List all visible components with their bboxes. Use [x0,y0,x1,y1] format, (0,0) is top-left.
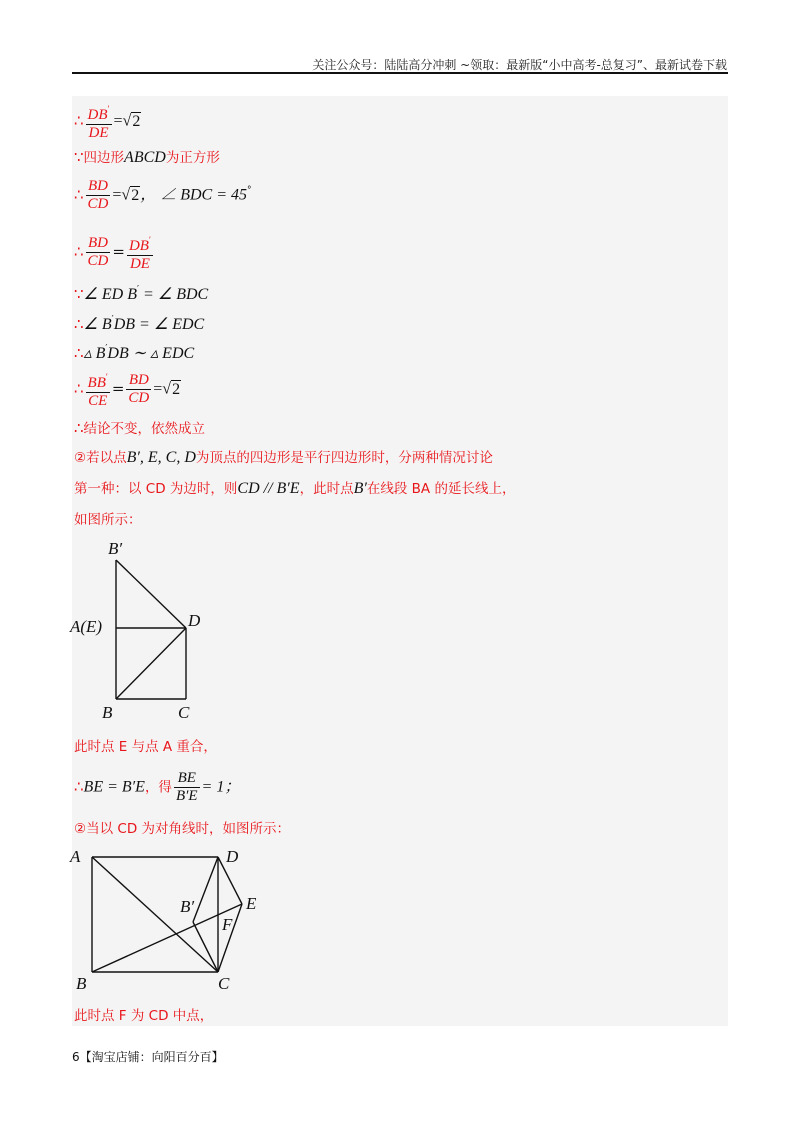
line-2: ∵四边形ABCD为正方形 [74,148,220,166]
fig1-label-b: B [102,703,113,722]
fig1-line-b-d [116,628,186,699]
header-rule [72,72,728,74]
line-10: ②若以点B′, E, C, D为顶点的四边形是平行四边形时，分两种情况讨论 [74,449,493,466]
fraction-bd-cd: $\frac{BD}{CD}$ [87,178,109,212]
fig1-label-c: C [178,703,190,722]
fig2-label-b: B [76,974,87,993]
page-header: 关注公众号：陆陆高分冲刺 ~领取：最新版“小中高考-总复习”、最新试卷下载 [312,58,727,72]
line-13: 此时点 E 与点 A 重合， [74,739,217,755]
line-9: ∴结论不变，依然成立 [74,419,206,437]
fig1-label-d: D [188,611,201,630]
line-5: ∵∠ ED B′ = ∠ BDC [74,285,209,303]
fig2-label-a: A [70,847,81,866]
fig1-label-bprime: B′ [108,539,123,558]
line-16: 此时点 F 为 CD 中点， [74,1008,214,1024]
fig2-label-bprime: B′ [180,897,195,916]
footer-text: 【淘宝店铺：向阳百分百】 [79,1050,224,1064]
line-15: ②当以 CD 为对角线时，如图所示： [74,821,291,837]
fig1-label-ae: A(E) [70,617,103,636]
fig2-label-c: C [218,974,230,993]
line-11: 第一种：以 CD 为边时，则CD // B′E，此时点B′在线段 BA 的延长线上， [74,480,516,497]
line-3: ∴ $\frac{BD}{CD}$ =√2， ∠ BDC = 45° [74,178,252,212]
line-1: ∴ $\frac{DB'}{DE}$ =√2 [74,101,141,142]
fig2-label-d: D [226,847,239,866]
figure-2 [68,842,278,997]
page-footer [72,1048,224,1065]
line-8: ∴ $\frac{BB'}{CE}$ = $\frac{BD}{CD}$ =√2 [74,369,181,410]
fig2-label-f: F [222,915,233,934]
fig2-label-e: E [246,894,257,913]
line-6: ∴∠ B′DB = ∠ EDC [74,315,205,333]
line-4: ∴ $\frac{BD}{CD}$ = $\frac{DB'}{DE}$ [74,232,155,273]
figure-1 [68,536,228,726]
fig1-line-bprime-d [116,560,186,628]
line-14: ∴BE = B′E，得 $\frac{BE}{B'E}$ = 1； [74,770,241,804]
fraction-db-de: $\frac{DB'}{DE}$ [86,101,112,142]
page-number: 6 [72,1050,80,1064]
therefore-symbol: ∴ [74,111,84,130]
line-12: 如图所示： [74,512,142,528]
line-7: ∴▵ B′DB ∼ ▵ EDC [74,344,195,362]
